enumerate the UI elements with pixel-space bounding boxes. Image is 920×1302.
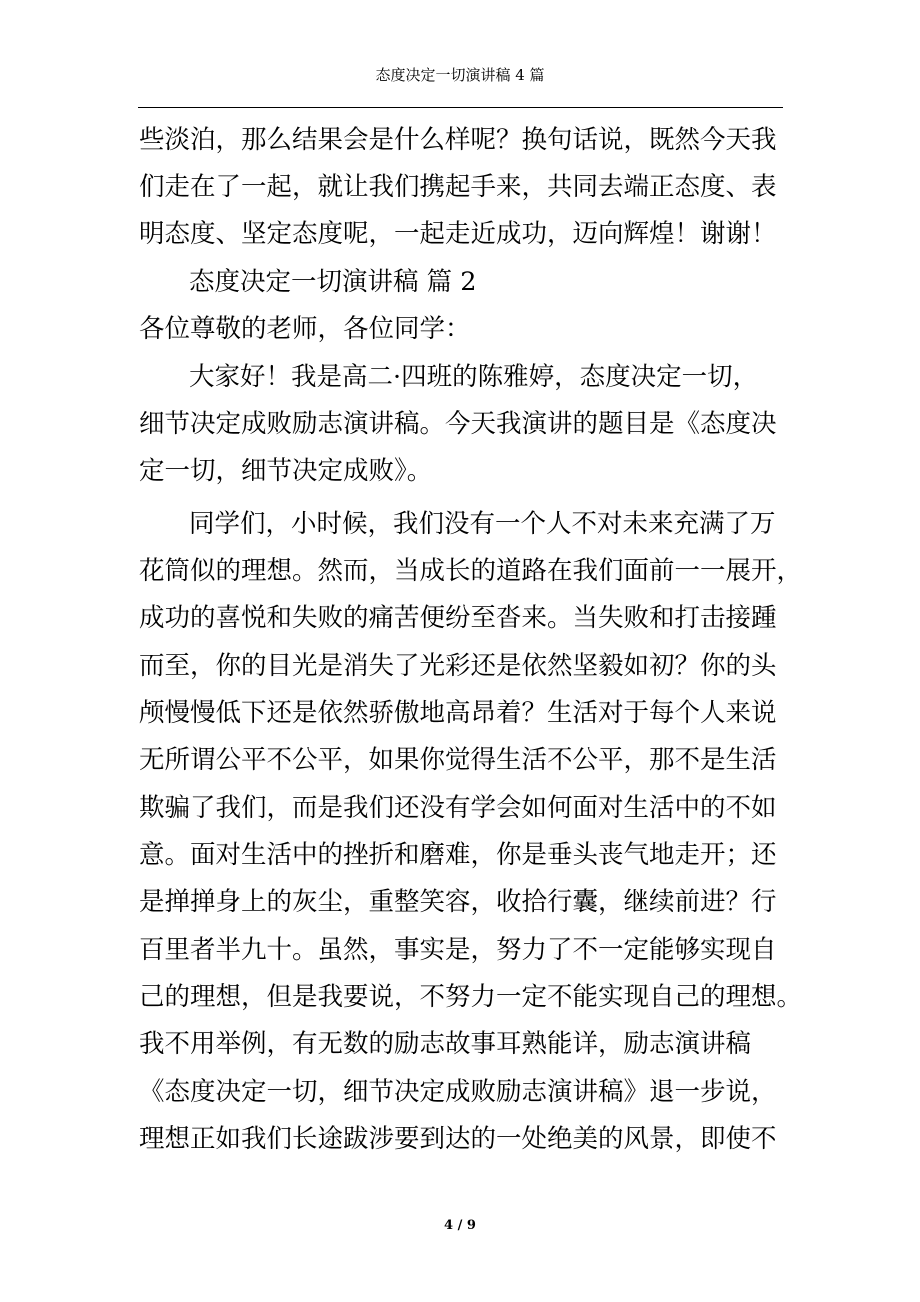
- text-line: 明态度、坚定态度呢，一起走近成功，迈向辉煌！谢谢！: [139, 219, 777, 249]
- section-heading: 态度决定一切演讲稿 篇 2: [189, 267, 477, 297]
- text-line: 理想正如我们长途跋涉要到达的一处绝美的风景，即使不: [139, 1124, 777, 1154]
- text-line: 细节决定成败励志演讲稿。今天我演讲的题目是《态度决: [139, 409, 777, 439]
- text-line: 些淡泊，那么结果会是什么样呢？换句话说，既然今天我: [139, 125, 777, 155]
- text-line: 同学们，小时候，我们没有一个人不对未来充满了万: [189, 509, 776, 539]
- text-line: 花筒似的理想。然而，当成长的道路在我们面前一一展开，: [139, 556, 803, 586]
- page-number: 4 / 9: [444, 1218, 476, 1233]
- text-line: 百里者半九十。虽然，事实是，努力了不一定能够实现自: [139, 935, 777, 965]
- page-header-title: 态度决定一切演讲稿 4 篇: [375, 66, 545, 84]
- text-line: 大家好！我是高二·四班的陈雅婷，态度决定一切，: [189, 362, 759, 392]
- text-line: 而至，你的目光是消失了光彩还是依然坚毅如初？你的头: [139, 651, 777, 681]
- text-line: 己的理想，但是我要说，不努力一定不能实现自己的理想。: [139, 982, 803, 1012]
- text-line: 《态度决定一切，细节决定成败励志演讲稿》退一步说，: [139, 1077, 777, 1107]
- text-line: 是掸掸身上的灰尘，重整笑容，收拾行囊，继续前进？行: [139, 887, 777, 917]
- text-line: 欺骗了我们，而是我们还没有学会如何面对生活中的不如: [139, 793, 777, 823]
- text-line: 我不用举例，有无数的励志故事耳熟能详，励志演讲稿: [139, 1029, 752, 1059]
- text-line: 们走在了一起，就让我们携起手来，共同去端正态度、表: [139, 172, 777, 202]
- text-line: 成功的喜悦和失败的痛苦便纷至沓来。当失败和打击接踵: [139, 603, 777, 633]
- text-line: 意。面对生活中的挫折和磨难，你是垂头丧气地走开；还: [139, 840, 777, 870]
- salutation: 各位尊敬的老师，各位同学：: [139, 314, 471, 344]
- text-line: 颅慢慢低下还是依然骄傲地高昂着？生活对于每个人来说: [139, 698, 777, 728]
- text-line: 定一切，细节决定成败》。: [139, 456, 433, 486]
- text-line: 无所谓公平不公平，如果你觉得生活不公平，那不是生活: [139, 745, 777, 775]
- header-divider: [138, 107, 783, 108]
